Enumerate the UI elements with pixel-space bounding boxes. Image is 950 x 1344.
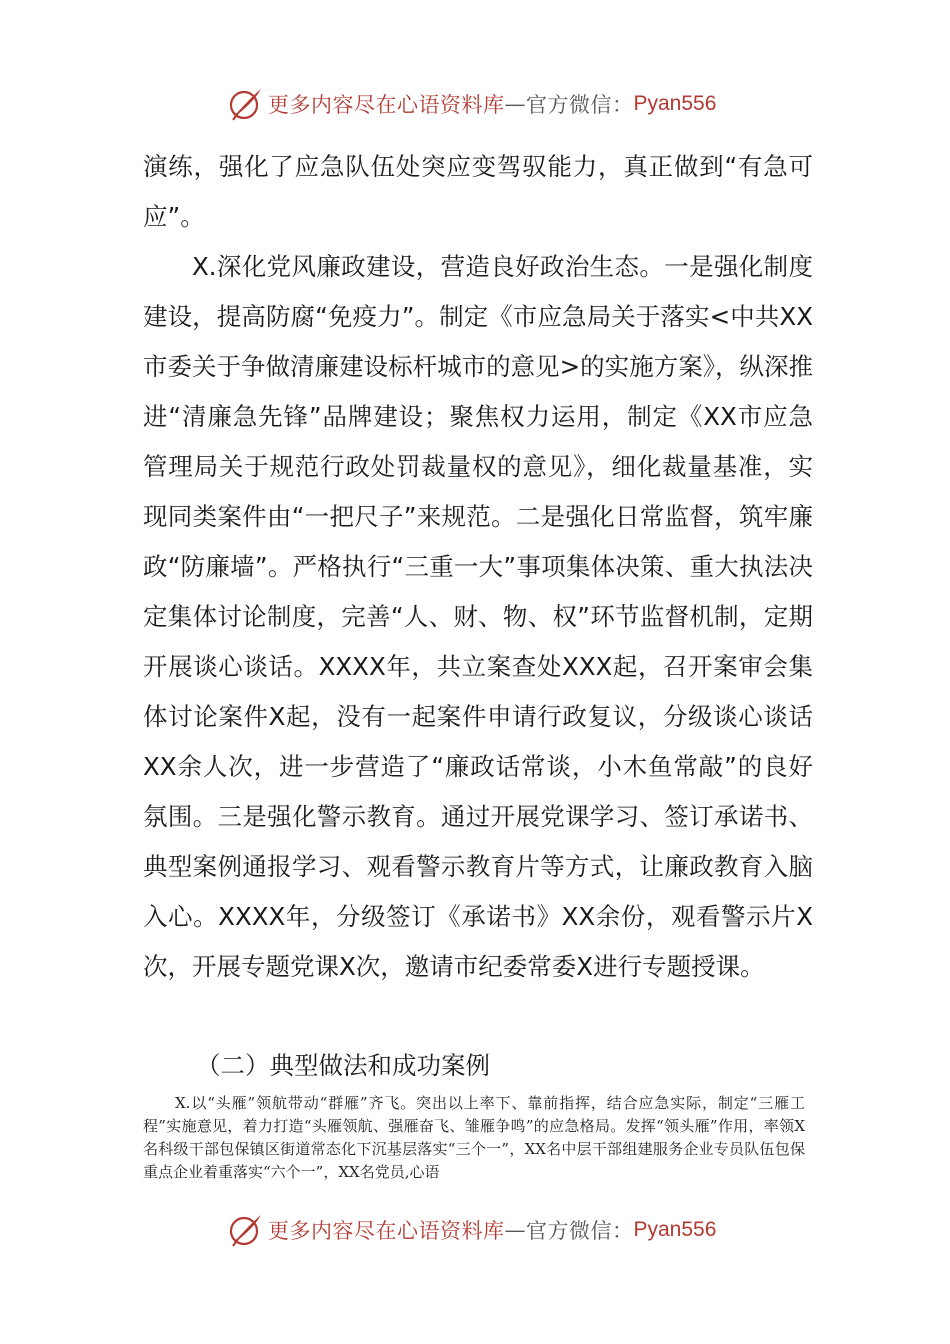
banner-dash: — xyxy=(504,92,526,116)
section-heading: （二）典型做法和成功案例 xyxy=(196,1051,490,1080)
quill-pen-logo-icon xyxy=(228,1212,264,1248)
banner-wechat-label: 官方微信： xyxy=(526,1219,634,1243)
banner-wechat-id: Pyan556 xyxy=(633,92,717,115)
banner-text: 更多内容尽在心语资料库 xyxy=(268,1219,505,1243)
banner-wechat-label: 官方微信： xyxy=(526,93,634,117)
main-text-block xyxy=(143,142,813,992)
paragraph-1: 演练，强化了应急队伍处突应变驾驭能力，真正做到“有急可应”。 xyxy=(143,152,813,231)
paragraph-2: X.深化党风廉政建设，营造良好政治生态。一是强化制度建设，提高防腐“免疫力”。制定《市应急局关于落实<中共XX市委关于争做清廉建设标杆城市的意见>的实施方案》，纵深推进“清廉急先锋”品牌建设；聚焦权力运用，制定《XX市应急管理局关于规范行政处罚裁量权的意见》，细化裁量基准，实现同类案件由“一把尺子”来规范。二是强化日常监督，筑牢廉政“防廉墙”。严格执行“三重一大”事项集体决策、重大执法决定集体讨论制度，完善“人、财、物、权”环节监督机制，定期开展谈心谈话。XXXX年，共立案查处XXX起，召开案审会集体讨论案件X起，没有一起案件申请行政复议，分级谈心谈话XX余人次，进一步营造了“廉政话常谈，小木鱼常敲”的良好氛围。三是强化警示教育。通过开展党课学习、签订承诺书、典型案例通报学习、观看警示教育片等方式，让廉政教育入脑入心。XXXX年，分级签订《承诺书》XX余份，观看警示片X次，开展专题党课X次，邀请市纪委常委X进行专题授课。 xyxy=(143,252,813,981)
banner-wechat-id: Pyan556 xyxy=(633,1218,717,1241)
header-banner xyxy=(228,84,716,124)
banner-text: 更多内容尽在心语资料库 xyxy=(268,93,505,117)
footer-banner xyxy=(228,1210,716,1250)
small-paragraph: X.以“头雁”领航带动“群雁”齐飞。突出以上率下、靠前指挥，结合应急实际，制定“三雁工程”实施意见，着力打造“头雁领航、强雁奋飞、雏雁争鸣”的应急格局。发挥“领头雁”作用，率领X名科级干部包保镇区街道常态化下沉基层落实“三个一”，XX名中层干部组建服务企业专员队伍包保重点企业着重落实“六个一”，XX名党员,心语 xyxy=(143,1094,805,1181)
banner-dash: — xyxy=(504,1218,526,1242)
quill-pen-logo-icon xyxy=(228,86,264,122)
